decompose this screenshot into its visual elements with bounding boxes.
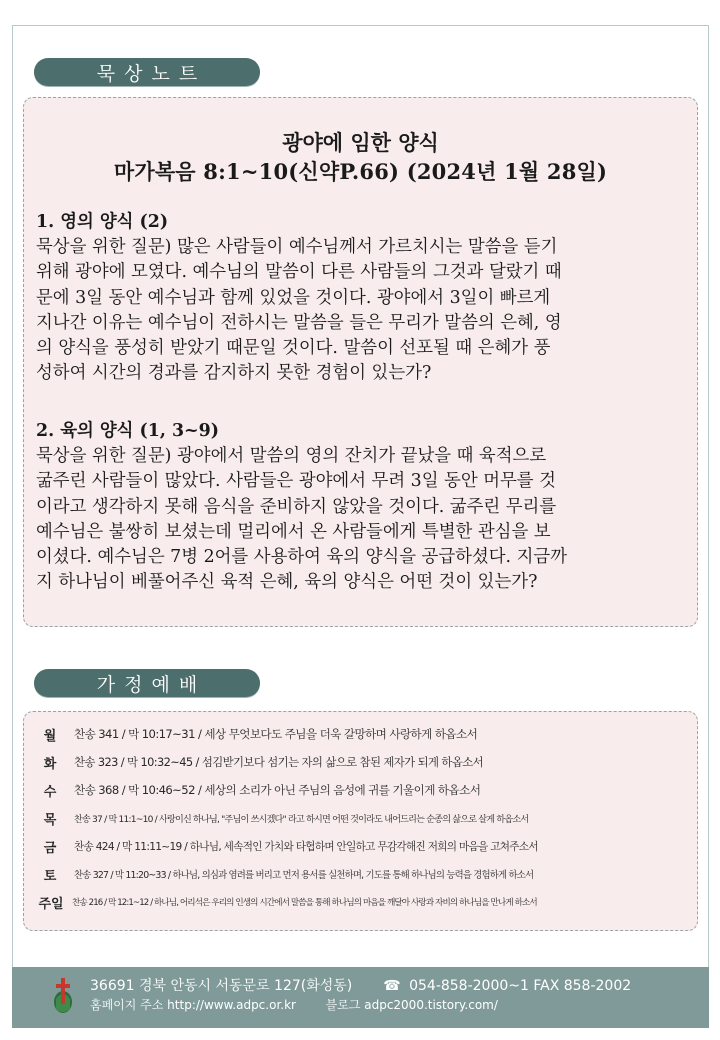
section-text-line: 지 하나님이 베풀어주신 육적 은혜, 육의 양식은 어떤 것이 있는가?	[36, 572, 538, 593]
worship-row-monday	[36, 721, 696, 747]
section-heading: 1. 영의 양식 (2)	[36, 212, 169, 232]
worship-entry: 찬송 37 / 막 11:1~10 / 사랑이신 하나님, "주님이 쓰시겠다" 라고 하시면 어떤 것이라도 내어드리는 순종의 삶으로 살게 하옵소서	[74, 814, 529, 825]
worship-entry: 찬송 323 / 막 10:32~45 / 섬김받기보다 섬기는 자의 삶으로 참된 제자가 되게 하옵소서	[74, 755, 484, 769]
section-text-line: 묵상을 위한 질문) 많은 사람들이 예수님께서 가르치시는 말씀을 듣기	[36, 237, 558, 258]
worship-entry: 찬송 216 / 막 12:1~12 / 하나님, 어리석은 우리의 인생의 시간에서 말씀을 통해 하나님의 마음을 깨달아 사랑과 자비의 하나님을 만나게 하소서	[72, 898, 537, 908]
section-text-line: 위해 광야에 모였다. 예수님의 말씀이 다른 사람들의 그것과 달랐기 때	[36, 262, 562, 283]
section-text-line: 이라고 생각하지 못해 음식을 준비하지 않았을 것이다. 굶주린 무리를	[36, 496, 557, 517]
church-logo-icon	[52, 975, 74, 1015]
worship-row-wednesday	[36, 777, 696, 803]
weekday-label: 화	[43, 756, 57, 772]
section-text-line: 성하여 시간의 경과를 감지하지 못한 경험이 있는가?	[36, 363, 432, 384]
worship-row-tuesday	[36, 749, 696, 775]
worship-entry: 찬송 341 / 막 10:17~31 / 세상 무엇보다도 주님을 더욱 갈망하며 사랑하게 하옵소서	[74, 727, 478, 741]
worship-row-thursday	[36, 805, 696, 831]
footer-links-line	[90, 996, 498, 1013]
section-text-line: 굶주린 사람들이 많았다. 사람들은 광야에서 무려 3일 동안 머무를 것	[36, 471, 556, 492]
worship-row-sunday	[36, 889, 696, 915]
worship-entry: 찬송 424 / 막 11:11~19 / 하나님, 세속적인 가치와 타협하며 안일하고 무감각해진 저희의 마음을 고쳐주소서	[74, 840, 538, 853]
section-heading: 2. 육의 양식 (1, 3~9)	[36, 421, 219, 441]
homepage-link[interactable]: 홈페이지 주소 http://www.adpc.or.kr	[90, 998, 296, 1012]
note-scripture-reference: 마가복음 8:1~10(신약P.66) (2024년 1월 28일)	[113, 159, 608, 184]
phone-icon: ☎	[383, 978, 401, 994]
worship-header-label: 가정예배	[96, 673, 207, 696]
section-text-line: 의 양식을 풍성히 받았기 때문일 것이다. 말씀이 선포될 때 은혜가 풍	[36, 338, 551, 359]
note-title: 광야에 임한 양식	[282, 130, 439, 155]
note-section-2	[36, 419, 690, 595]
weekday-label: 주일	[38, 896, 64, 912]
worship-entry: 찬송 327 / 막 11:20~33 / 하나님, 의심과 염려를 버리고 먼저 용서를 실천하며, 기도를 통해 하나님의 능력을 경험하게 하소서	[74, 870, 534, 881]
weekday-label: 월	[43, 728, 57, 744]
section-text-line: 지나간 이유는 예수님이 전하시는 말씀을 들은 무리가 말씀의 은혜, 영	[36, 312, 562, 333]
section-text-line: 묵상을 위한 질문) 광야에서 말씀의 영의 잔치가 끝났을 때 육적으로	[36, 446, 547, 467]
church-phone: 054-858-2000~1 FAX 858-2002	[409, 978, 632, 994]
church-address: 36691 경북 안동시 서동문로 127(화성동)	[90, 978, 353, 994]
blog-link[interactable]: 블로그 adpc2000.tistory.com/	[325, 998, 498, 1012]
section-text-line: 예수님은 불쌍히 보셨는데 멀리에서 온 사람들에게 특별한 관심을 보	[36, 521, 551, 542]
weekday-label: 목	[43, 812, 57, 828]
worship-entry: 찬송 368 / 막 10:46~52 / 세상의 소리가 아닌 주님의 음성에 귀를 기울이게 하옵소서	[74, 783, 481, 797]
weekday-label: 수	[43, 784, 57, 800]
section-text-line: 이셨다. 예수님은 7병 2어를 사용하여 육의 양식을 공급하셨다. 지금까	[36, 547, 567, 568]
weekday-label: 토	[43, 868, 57, 884]
section-text-line: 문에 3일 동안 예수님과 함께 있었을 것이다. 광야에서 3일이 빠르게	[36, 287, 551, 308]
meditation-header-label: 묵상노트	[96, 62, 207, 85]
worship-row-saturday	[36, 861, 696, 887]
worship-row-friday	[36, 833, 696, 859]
footer-contact-line	[90, 975, 631, 995]
section-header-meditation	[34, 58, 260, 86]
weekday-label: 금	[43, 840, 57, 856]
section-header-family-worship	[34, 669, 260, 697]
note-section-1	[36, 210, 690, 386]
